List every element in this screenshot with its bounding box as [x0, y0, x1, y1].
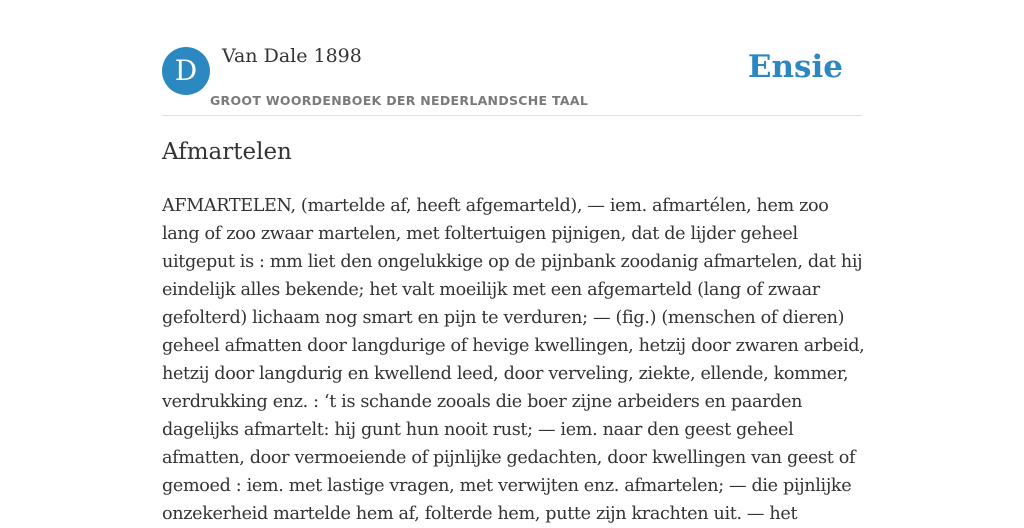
source-title[interactable]: Van Dale 1898: [222, 45, 362, 67]
header-divider: [162, 115, 862, 116]
brand-logo[interactable]: Ensie: [747, 49, 843, 85]
source-logo-icon[interactable]: D: [162, 47, 210, 95]
entry-title: Afmartelen: [162, 139, 292, 165]
entry-definition: AFMARTELEN, (martelde af, heeft afgemarteld), — iem. afmartélen, hem zoo lang of zoo zwaar martelen, met foltertuigen pijnigen, dat de lijder geheel uitgeput is : mm liet den ongelukkige op de pijnbank zoodanig afmartelen, dat hij eindelijk alles bekende; het valt moeilijk met een afgemarteld (lang of zwaar gefolterd) lichaam nog smart en pijn te verduren; — (fig.) (menschen of dieren) geheel afmatten door langdurige of hevige kwellingen, hetzij door zwaren arbeid, hetzij door langdurig en kwellend leed, door verveling, ziekte, ellende, kommer, verdrukking enz. : ‘t is schande zooals die boer zijne arbeiders en paarden dagelijks afmartelt: hij gunt hun nooit rust; — iem. naar den geest geheel afmatten, door vermoeiende of pijnlijke gedachten, door kwellingen van geest of gemoed : iem. met lastige vragen, met verwijten enz. afmartelen; — die pijnlijke onzekerheid martelde hem af, folterde hem, putte zijn krachten uit. — het: [162, 196, 865, 524]
source-subtitle: GROOT WOORDENBOEK DER NEDERLANDSCHE TAAL: [210, 93, 589, 108]
